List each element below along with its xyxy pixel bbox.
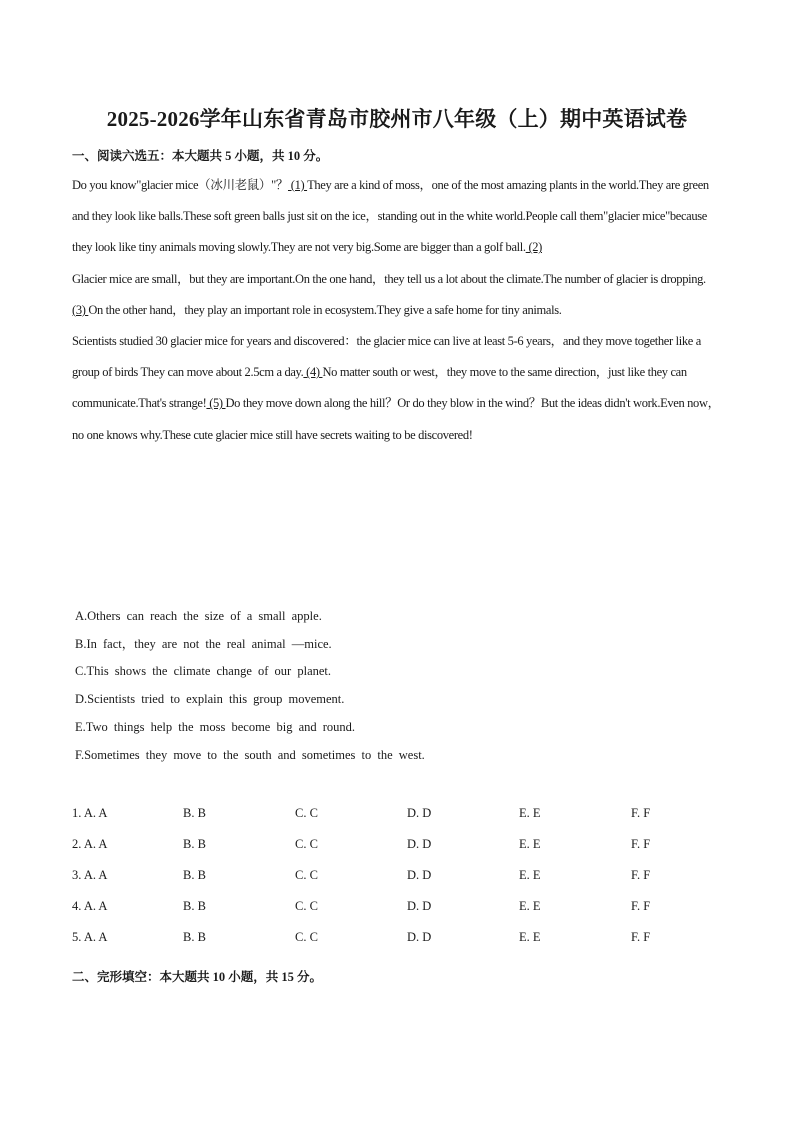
question-number: 5. (72, 930, 82, 944)
answer-choice[interactable] (407, 899, 431, 914)
choice-label: E. E (519, 806, 541, 820)
passage-text: Glacier mice are small，but they are important.On the one hand，they tell us a lot about the climate.The number of glacier is dropping. (72, 271, 706, 286)
choice-label: A. A (83, 806, 108, 820)
reading-passage (72, 170, 722, 451)
choice-label: C. C (295, 806, 318, 820)
question-number: 2. (72, 837, 82, 851)
choice-label: D. D (407, 899, 432, 913)
answer-choice[interactable] (519, 806, 541, 821)
option-f: F.Sometimes they move to the south and sometimes to the west. (75, 747, 425, 762)
choice-label: A. A (83, 930, 108, 944)
choice-label: B. B (183, 899, 206, 913)
choice-label: C. C (295, 930, 318, 944)
answer-choice[interactable] (183, 806, 206, 821)
answer-choice[interactable] (519, 930, 541, 945)
answer-blank: (4) (303, 365, 323, 380)
answer-choice[interactable] (631, 899, 650, 914)
choice-label: F. F (631, 868, 651, 882)
answer-blank: (1) (287, 178, 308, 192)
choice-label: A. A (83, 899, 108, 913)
answer-choice[interactable] (631, 930, 650, 945)
answer-row (72, 806, 732, 837)
choice-label: E. E (519, 899, 541, 913)
choice-label: F. F (631, 837, 651, 851)
answer-row (72, 899, 732, 930)
choice-label: B. B (183, 930, 206, 944)
answer-choice[interactable] (183, 899, 206, 914)
answer-choice[interactable] (295, 806, 318, 821)
section-heading-reading: 一、阅读六选五：本大题共 5 小题，共 10 分。 (72, 149, 329, 163)
option-e: E.Two things help the moss become big and round. (75, 719, 356, 734)
answer-blank: (5) (206, 396, 226, 411)
answer-choice[interactable] (72, 899, 107, 914)
answer-choice[interactable] (183, 837, 206, 852)
question-number: 1. (72, 806, 82, 820)
option-c: C.This shows the climate change of our planet. (75, 664, 332, 679)
answer-choice[interactable] (407, 930, 431, 945)
passage-text: On the other hand，they play an important role in ecosystem.They give a safe home for tiny animals. (88, 302, 562, 317)
passage-paragraph-3 (72, 326, 722, 451)
choice-label: B. B (183, 806, 206, 820)
choice-label: F. F (631, 899, 651, 913)
answer-choice[interactable] (519, 899, 541, 914)
answer-choice[interactable] (295, 837, 318, 852)
answer-choice[interactable] (295, 899, 318, 914)
answer-choice[interactable] (407, 837, 431, 852)
answer-choice[interactable] (519, 868, 541, 883)
choice-label: D. D (407, 930, 432, 944)
choice-label: D. D (407, 837, 432, 851)
choice-label: C. C (295, 899, 318, 913)
page-title: 2025-2026学年山东省青岛市胶州市八年级（上）期中英语试卷 (106, 107, 688, 131)
answer-choice[interactable] (631, 837, 650, 852)
question-number: 3. (72, 868, 82, 882)
answer-row (72, 868, 732, 899)
passage-paragraph-1 (72, 170, 722, 264)
answer-row (72, 837, 732, 868)
choice-label: E. E (519, 868, 541, 882)
answer-choice[interactable] (72, 868, 107, 883)
choice-label: F. F (631, 930, 651, 944)
answer-blank: (3) (72, 302, 89, 317)
answer-blank: (2) (525, 240, 542, 255)
answer-choice[interactable] (183, 868, 206, 883)
answer-grid (72, 806, 732, 961)
choice-label: D. D (407, 806, 432, 820)
choice-label: B. B (183, 837, 206, 851)
answer-choice[interactable] (295, 930, 318, 945)
choice-label: A. A (83, 837, 108, 851)
choice-label: C. C (295, 868, 318, 882)
option-list (75, 603, 425, 769)
option-a: A.Others can reach the size of a small apple. (75, 609, 322, 623)
choice-label: D. D (407, 868, 432, 882)
choice-label: C. C (295, 837, 318, 851)
passage-text: Do they move down along the hill？Or do they blow in the wind？But the ideas didn't work.Even now，no one knows why.These cute glacier mice still have secrets waiting to be discovered! (72, 396, 720, 442)
passage-text: No matter south or west，they move to the same direction，just like they can communicate.That's strange! (72, 365, 687, 411)
passage-paragraph-2 (72, 264, 722, 326)
choice-label: F. F (631, 806, 651, 820)
answer-choice[interactable] (407, 806, 431, 821)
choice-label: A. A (83, 868, 108, 882)
choice-label: B. B (183, 868, 206, 882)
answer-choice[interactable] (631, 868, 650, 883)
passage-text: Scientists studied 30 glacier mice for years and discovered：the glacier mice can live at least 5-6 years，and they move together like a group of birds They can move about 2.5cm a day. (72, 334, 701, 380)
answer-choice[interactable] (631, 806, 650, 821)
answer-choice[interactable] (295, 868, 318, 883)
option-d: D.Scientists tried to explain this group movement. (75, 692, 345, 707)
section-heading-cloze: 二、完形填空：本大题共 10 小题，共 15 分。 (72, 970, 323, 984)
choice-label: E. E (519, 930, 541, 944)
answer-choice[interactable] (72, 837, 107, 852)
passage-text: Do you know"glacier mice（冰川老鼠）"？ (72, 178, 288, 192)
answer-choice[interactable] (72, 806, 107, 821)
question-number: 4. (72, 899, 82, 913)
answer-choice[interactable] (183, 930, 206, 945)
answer-choice[interactable] (72, 930, 107, 945)
option-b: B.In fact，they are not the real animal —mice. (75, 636, 332, 651)
choice-label: E. E (519, 837, 541, 851)
answer-choice[interactable] (407, 868, 431, 883)
answer-row (72, 930, 732, 961)
answer-choice[interactable] (519, 837, 541, 852)
passage-text: They are a kind of moss，one of the most amazing plants in the world.They are green and they look like balls.These soft green balls just sit on the ice，standing out in the white world.People call them"glacier mice"because they look like tiny animals moving slowly.They are not very big.Some are bigger than a golf ball. (72, 178, 709, 255)
